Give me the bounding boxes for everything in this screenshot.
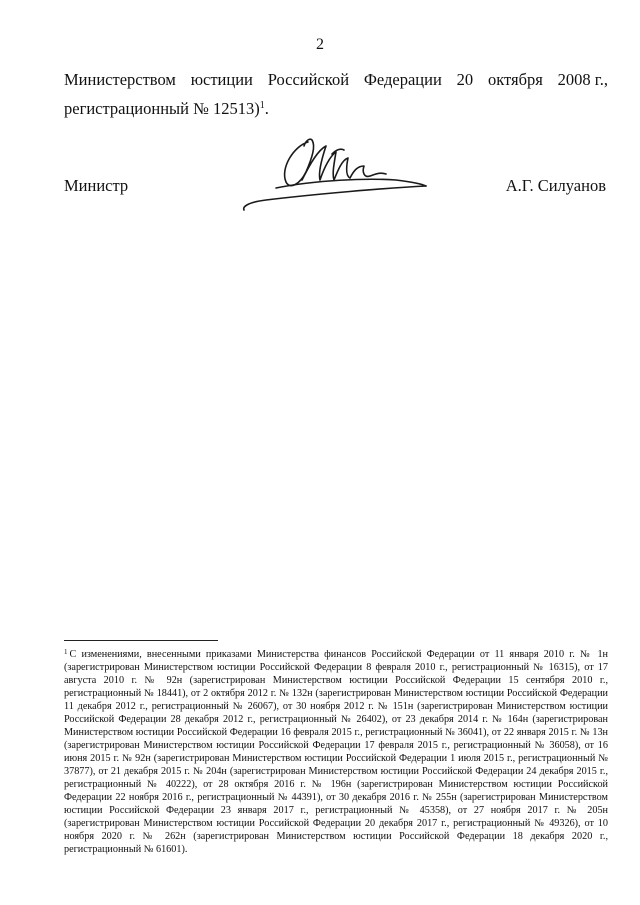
footnote (64, 646, 608, 856)
signatory-title: Министр (64, 176, 129, 195)
signatory-name: А.Г. Силуанов (505, 176, 606, 195)
footnote-separator (64, 640, 218, 641)
handwritten-signature (236, 128, 436, 218)
body-paragraph-line-1 (64, 70, 608, 90)
page-number: 2 (316, 36, 324, 53)
body-word: октября (487, 70, 543, 89)
body-word: Российской (267, 70, 350, 89)
body-paragraph-line-2 (64, 96, 269, 119)
body-word: 20 (456, 70, 474, 89)
footnote-reference: 1 (259, 100, 265, 111)
body-word: 2008 г., (557, 70, 608, 89)
footnote-marker: 1 (64, 648, 68, 656)
body-text: регистрационный № 12513) (64, 99, 260, 118)
body-word: юстиции (190, 70, 253, 89)
body-period: . (264, 99, 269, 118)
body-word: Министерством (64, 70, 176, 89)
body-word: Федерации (363, 70, 442, 89)
footnote-text: С изменениями, внесенными приказами Министерства финансов Российской Федерации от 11 января 2010 г. № 1н (зарегистрирован Министерством юстиции Российской Федерации 8 февраля 2010 г., регистрационный № 16315), от 17 августа 2010 г. № 92н (зарегистрирован Министерством юстиции Российской Федерации 15 сентября 2010 г., регистрационный № 18441), от 2 октября 2012 г. № 132н (зарегистрирован Министерством юстиции Российской Федерации 11 декабря 2012 г., регистрационный № 26067), от 30 ноября 2012 г. № 151н (зарегистрирован Министерством юстиции Российской Федерации 28 декабря 2012 г., регистрационный № 26402), от 23 декабря 2014 г. № 164н (зарегистрирован Министерством юстиции Российской Федерации 16 февраля 2015 г., регистрационный № 36041), от 22 января 2015 г. № 13н (зарегистрирован Министерством юстиции Российской Федерации 17 февраля 2015 г., регистрационный № 36058), от 16 июня 2015 г. № 92н (зарегистрирован Министерством юстиции Российской Федерации 1 июля 2015 г., регистрационный № 37877), от 21 декабря 2015 г. № 204н (зарегистрирован Министерством юстиции Российской Федерации 24 декабря 2015 г., регистрационный № 40222), от 28 октября 2016 г. № 196н (зарегистрирован Министерством юстиции Российской Федерации 22 ноября 2016 г., регистрационный № 44391), от 30 декабря 2016 г. № 255н (зарегистрирован Министерством юстиции Российской Федерации 23 января 2017 г., регистрационный № 45358), от 27 ноября 2017 г. № 205н (зарегистрирован Министерством юстиции Российской Федерации 20 декабря 2017 г., регистрационный № 49326), от 10 ноября 2020 г. № 262н (зарегистрирован Министерством юстиции Российской Федерации 18 декабря 2020 г., регистрационный № 61601). (64, 649, 608, 855)
